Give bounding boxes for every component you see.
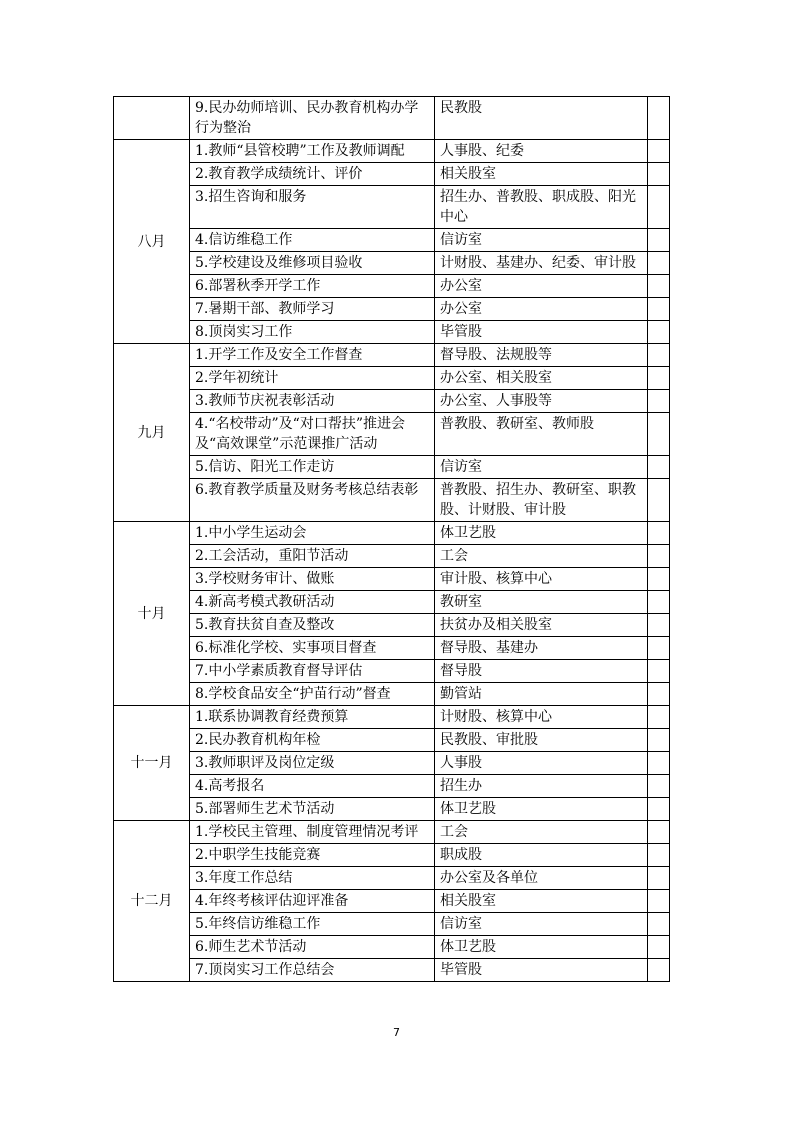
task-cell: 4.年终考核评估迎评准备	[190, 890, 435, 913]
month-cell: 十一月	[114, 706, 190, 821]
month-cell: 九月	[114, 344, 190, 522]
month-cell: 十二月	[114, 821, 190, 982]
task-cell: 3.招生咨询和服务	[190, 186, 435, 229]
schedule-body	[114, 97, 670, 982]
table-row	[114, 959, 670, 982]
department-cell: 体卫艺股	[435, 522, 648, 545]
notes-cell	[648, 97, 670, 140]
task-cell: 2.学年初统计	[190, 367, 435, 390]
department-cell: 民教股、审批股	[435, 729, 648, 752]
task-cell: 4.新高考模式教研活动	[190, 591, 435, 614]
department-cell: 工会	[435, 545, 648, 568]
department-cell: 职成股	[435, 844, 648, 867]
task-cell: 1.开学工作及安全工作督查	[190, 344, 435, 367]
task-cell: 7.暑期干部、教师学习	[190, 298, 435, 321]
department-cell: 教研室	[435, 591, 648, 614]
notes-cell	[648, 775, 670, 798]
task-cell: 8.顶岗实习工作	[190, 321, 435, 344]
task-cell: 3.年度工作总结	[190, 867, 435, 890]
notes-cell	[648, 298, 670, 321]
notes-cell	[648, 867, 670, 890]
notes-cell	[648, 321, 670, 344]
task-cell: 5.教育扶贫自查及整改	[190, 614, 435, 637]
notes-cell	[648, 637, 670, 660]
task-cell: 6.师生艺术节活动	[190, 936, 435, 959]
department-cell: 办公室及各单位	[435, 867, 648, 890]
department-cell: 勤管站	[435, 683, 648, 706]
notes-cell	[648, 229, 670, 252]
task-cell: 4.高考报名	[190, 775, 435, 798]
department-cell: 办公室、相关股室	[435, 367, 648, 390]
table-row	[114, 798, 670, 821]
notes-cell	[648, 959, 670, 982]
notes-cell	[648, 752, 670, 775]
notes-cell	[648, 479, 670, 522]
notes-cell	[648, 614, 670, 637]
task-cell: 5.年终信访维稳工作	[190, 913, 435, 936]
table-row	[114, 252, 670, 275]
task-cell: 5.信访、阳光工作走访	[190, 456, 435, 479]
notes-cell	[648, 522, 670, 545]
task-cell: 6.部署秋季开学工作	[190, 275, 435, 298]
department-cell: 办公室	[435, 275, 648, 298]
department-cell: 计财股、核算中心	[435, 706, 648, 729]
schedule-table	[113, 96, 670, 982]
department-cell: 工会	[435, 821, 648, 844]
department-cell: 计财股、基建办、纪委、审计股	[435, 252, 648, 275]
task-cell: 6.教育教学质量及财务考核总结表彰	[190, 479, 435, 522]
department-cell: 督导股、基建办	[435, 637, 648, 660]
month-cell	[114, 97, 190, 140]
table-row	[114, 456, 670, 479]
task-cell: 2.教育教学成绩统计、评价	[190, 163, 435, 186]
table-row	[114, 97, 670, 140]
table-row	[114, 752, 670, 775]
department-cell: 办公室、人事股等	[435, 390, 648, 413]
table-row	[114, 936, 670, 959]
table-row	[114, 140, 670, 163]
task-cell: 6.标准化学校、实事项目督查	[190, 637, 435, 660]
task-cell: 3.学校财务审计、做账	[190, 568, 435, 591]
department-cell: 扶贫办及相关股室	[435, 614, 648, 637]
department-cell: 相关股室	[435, 163, 648, 186]
notes-cell	[648, 706, 670, 729]
notes-cell	[648, 683, 670, 706]
table-row	[114, 413, 670, 456]
table-row	[114, 614, 670, 637]
task-cell: 1.学校民主管理、制度管理情况考评	[190, 821, 435, 844]
department-cell: 人事股、纪委	[435, 140, 648, 163]
table-row	[114, 390, 670, 413]
page-number: 7	[393, 1026, 400, 1039]
task-cell: 3.教师节庆祝表彰活动	[190, 390, 435, 413]
task-cell: 4.“名校带动”及“对口帮扶”推进会及“高效课堂”示范课推广活动	[190, 413, 435, 456]
task-cell: 1.中小学生运动会	[190, 522, 435, 545]
task-cell: 1.教师“县管校聘”工作及教师调配	[190, 140, 435, 163]
department-cell: 审计股、核算中心	[435, 568, 648, 591]
task-cell: 7.顶岗实习工作总结会	[190, 959, 435, 982]
notes-cell	[648, 252, 670, 275]
task-cell: 5.学校建设及维修项目验收	[190, 252, 435, 275]
task-cell: 2.工会活动，重阳节活动	[190, 545, 435, 568]
department-cell: 相关股室	[435, 890, 648, 913]
table-row	[114, 637, 670, 660]
department-cell: 普教股、教研室、教师股	[435, 413, 648, 456]
task-cell: 1.联系协调教育经费预算	[190, 706, 435, 729]
notes-cell	[648, 186, 670, 229]
department-cell: 体卫艺股	[435, 936, 648, 959]
task-cell: 5.部署师生艺术节活动	[190, 798, 435, 821]
task-cell: 2.中职学生技能竞赛	[190, 844, 435, 867]
table-row	[114, 890, 670, 913]
task-cell: 8.学校食品安全“护苗行动”督查	[190, 683, 435, 706]
table-row	[114, 844, 670, 867]
task-cell: 7.中小学素质教育督导评估	[190, 660, 435, 683]
table-row	[114, 163, 670, 186]
notes-cell	[648, 660, 670, 683]
task-cell: 3.教师职评及岗位定级	[190, 752, 435, 775]
table-row	[114, 298, 670, 321]
notes-cell	[648, 140, 670, 163]
table-row	[114, 729, 670, 752]
month-cell: 十月	[114, 522, 190, 706]
table-row	[114, 479, 670, 522]
department-cell: 民教股	[435, 97, 648, 140]
month-cell: 八月	[114, 140, 190, 344]
notes-cell	[648, 913, 670, 936]
notes-cell	[648, 275, 670, 298]
task-cell: 2.民办教育机构年检	[190, 729, 435, 752]
notes-cell	[648, 568, 670, 591]
table-row	[114, 660, 670, 683]
table-row	[114, 229, 670, 252]
department-cell: 信访室	[435, 913, 648, 936]
table-row	[114, 367, 670, 390]
department-cell: 督导股	[435, 660, 648, 683]
table-row	[114, 775, 670, 798]
notes-cell	[648, 390, 670, 413]
department-cell: 招生办	[435, 775, 648, 798]
notes-cell	[648, 821, 670, 844]
table-row	[114, 913, 670, 936]
department-cell: 办公室	[435, 298, 648, 321]
notes-cell	[648, 591, 670, 614]
task-cell: 4.信访维稳工作	[190, 229, 435, 252]
notes-cell	[648, 844, 670, 867]
department-cell: 普教股、招生办、教研室、职教股、计财股、审计股	[435, 479, 648, 522]
notes-cell	[648, 798, 670, 821]
notes-cell	[648, 456, 670, 479]
department-cell: 招生办、普教股、职成股、阳光中心	[435, 186, 648, 229]
table-row	[114, 683, 670, 706]
department-cell: 信访室	[435, 456, 648, 479]
notes-cell	[648, 344, 670, 367]
notes-cell	[648, 545, 670, 568]
department-cell: 毕管股	[435, 959, 648, 982]
department-cell: 督导股、法规股等	[435, 344, 648, 367]
notes-cell	[648, 936, 670, 959]
department-cell: 信访室	[435, 229, 648, 252]
department-cell: 人事股	[435, 752, 648, 775]
table-row	[114, 344, 670, 367]
notes-cell	[648, 413, 670, 456]
notes-cell	[648, 163, 670, 186]
notes-cell	[648, 729, 670, 752]
table-row	[114, 568, 670, 591]
table-row	[114, 186, 670, 229]
notes-cell	[648, 367, 670, 390]
table-row	[114, 275, 670, 298]
table-row	[114, 821, 670, 844]
task-cell: 9.民办幼师培训、民办教育机构办学行为整治	[190, 97, 435, 140]
department-cell: 毕管股	[435, 321, 648, 344]
table-row	[114, 591, 670, 614]
table-row	[114, 522, 670, 545]
table-row	[114, 321, 670, 344]
table-row	[114, 867, 670, 890]
department-cell: 体卫艺股	[435, 798, 648, 821]
table-row	[114, 545, 670, 568]
table-row	[114, 706, 670, 729]
notes-cell	[648, 890, 670, 913]
